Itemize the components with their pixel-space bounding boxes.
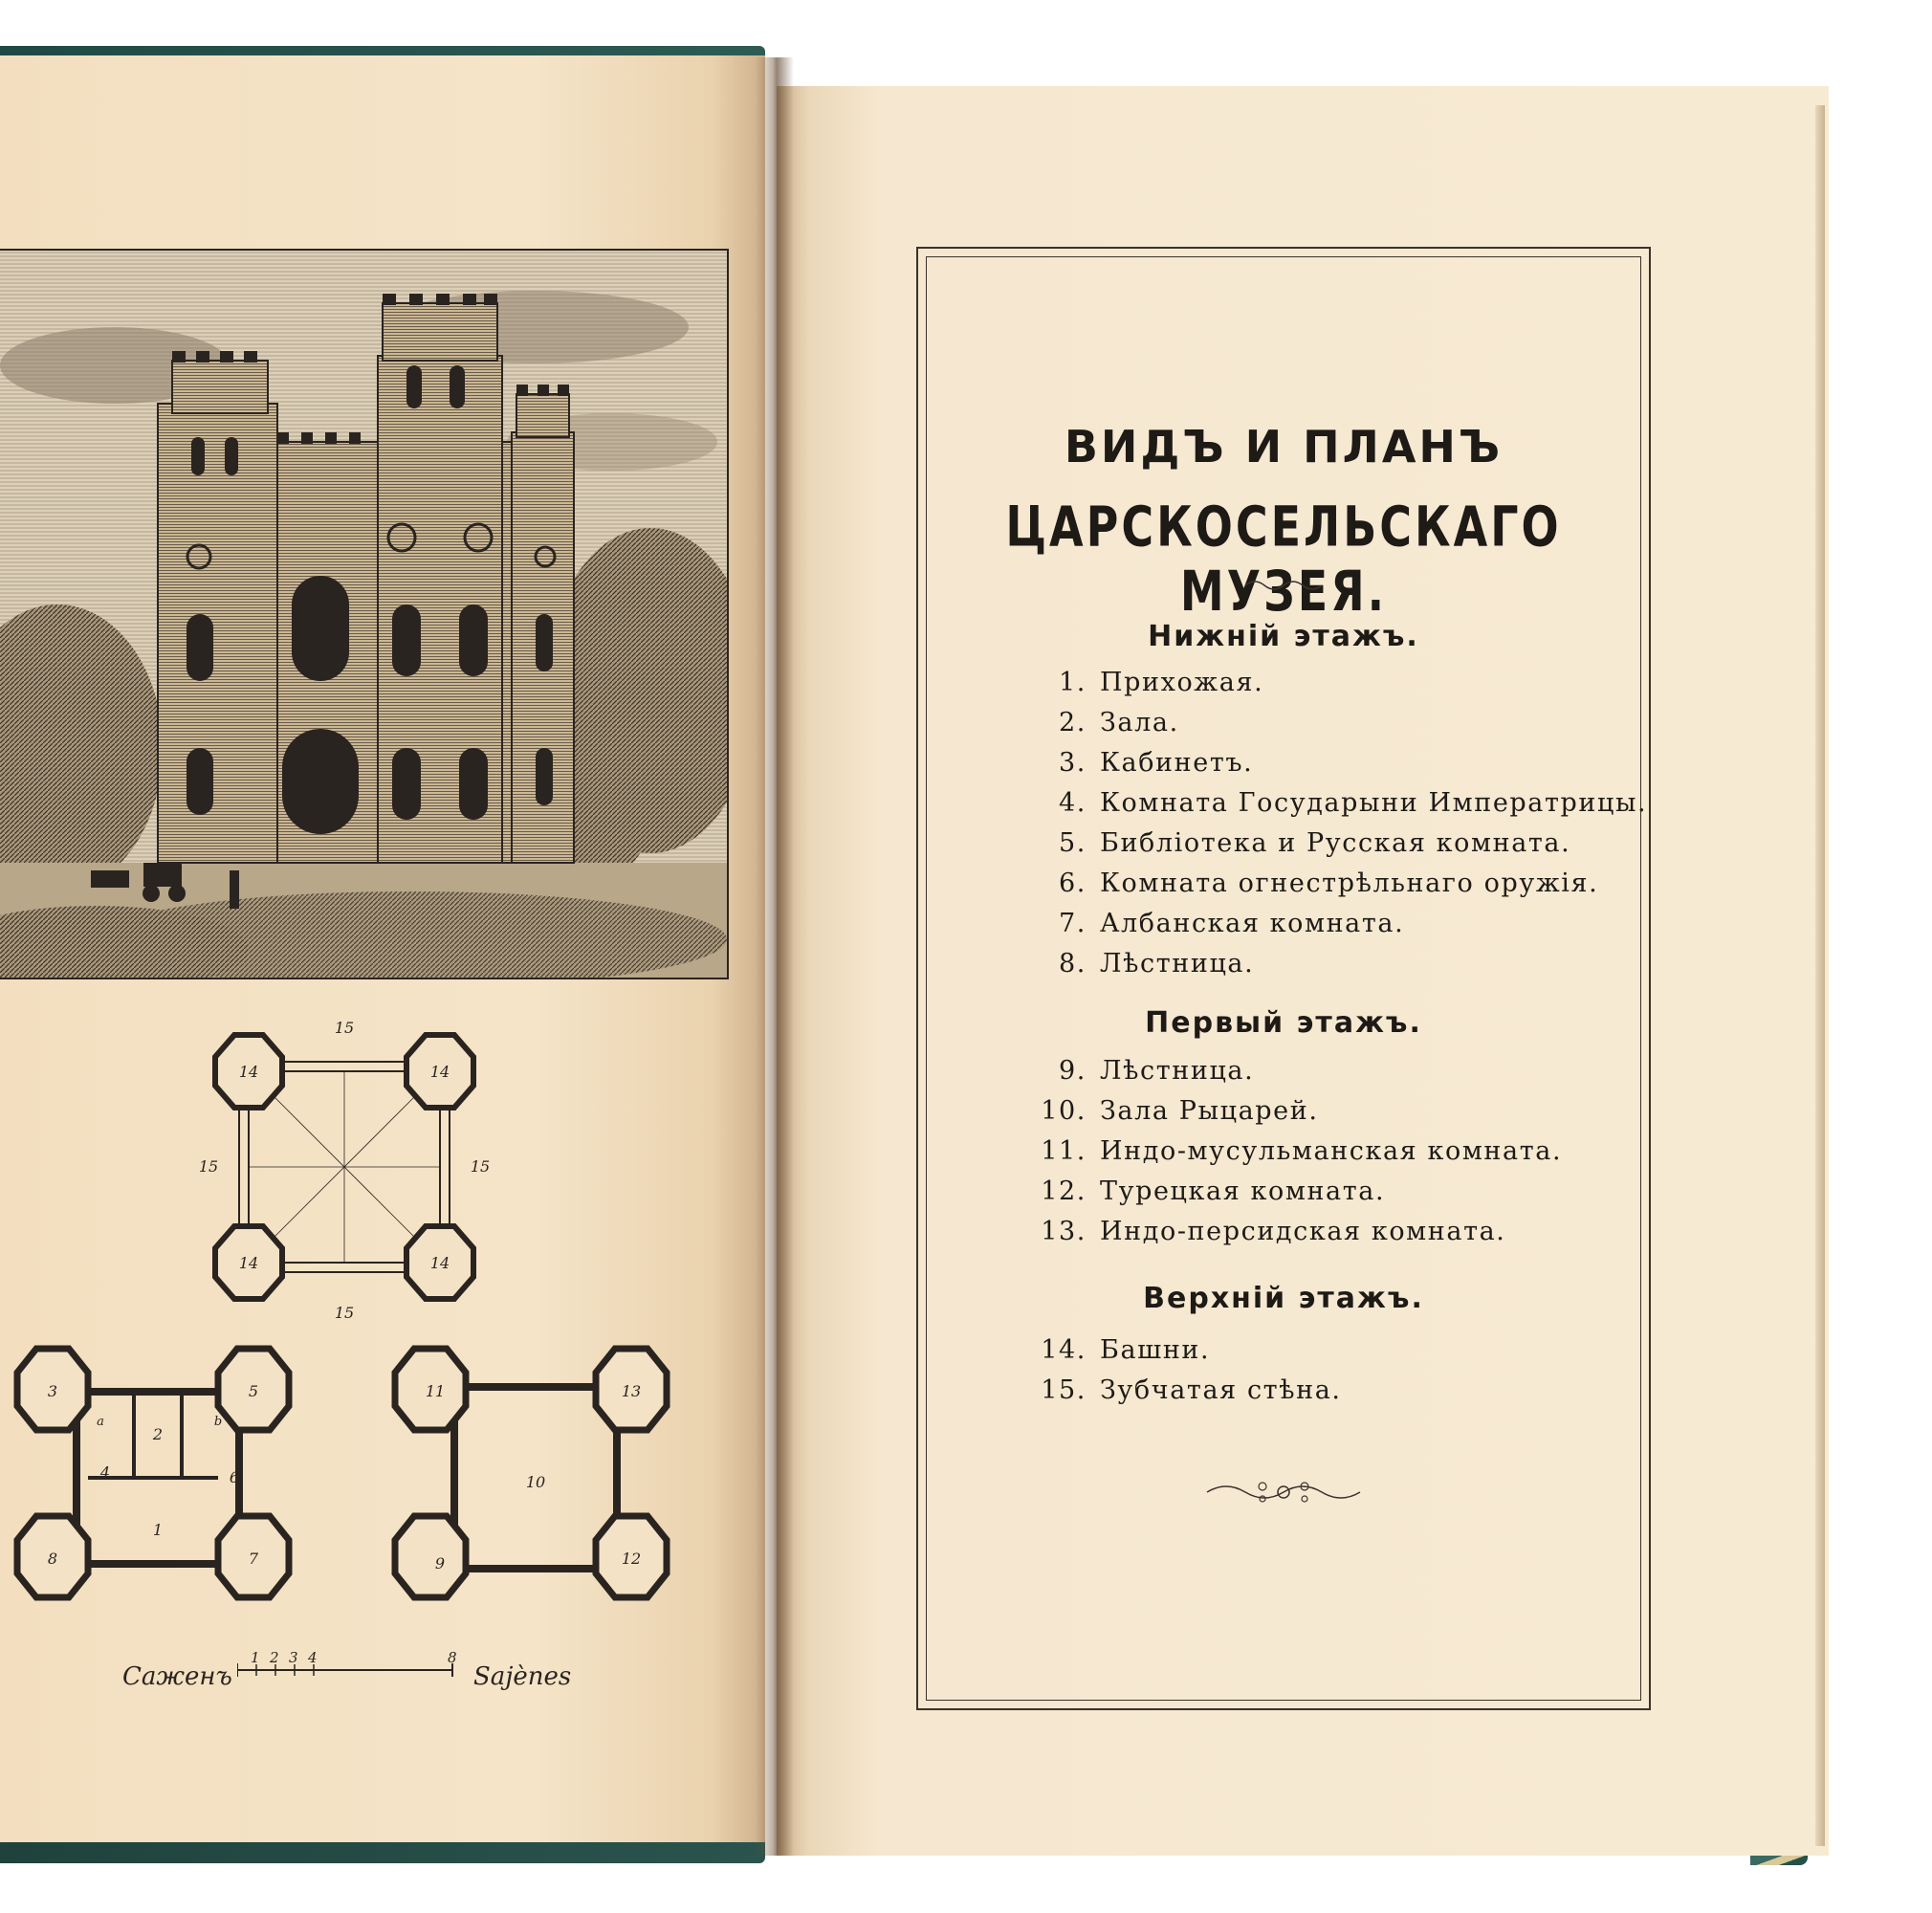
list-item: 7. Албанская комната. xyxy=(1059,909,1405,938)
ornament-flourish-icon xyxy=(926,1473,1641,1511)
plan-label: 8 xyxy=(47,1550,58,1568)
scale-label-ru: Саженъ xyxy=(122,1662,232,1691)
plan-label: 15 xyxy=(334,1019,355,1037)
plan-label: 15 xyxy=(470,1157,491,1176)
list-item: 15. Зубчатая стѣна. xyxy=(1041,1375,1342,1405)
list-item: 13. Индо-персидская комната. xyxy=(1041,1217,1506,1246)
list-item: 14. Башни. xyxy=(1041,1335,1211,1365)
plan-label: 7 xyxy=(248,1550,259,1568)
scale-number: 4 xyxy=(308,1649,318,1666)
section-heading-first: Первый этажъ. xyxy=(1145,1006,1422,1040)
plan-label: 2 xyxy=(152,1425,164,1443)
plan-label: 14 xyxy=(238,1063,259,1081)
plan-label: 1 xyxy=(152,1521,164,1539)
list-item: 8. Лѣстница. xyxy=(1059,949,1255,978)
plan-label: 9 xyxy=(434,1554,446,1572)
scale-label-fr: Sajènes xyxy=(473,1662,572,1691)
scale-number: 8 xyxy=(448,1649,457,1666)
list-item: 12. Турецкая комната. xyxy=(1041,1176,1386,1206)
scale-number: 3 xyxy=(289,1649,298,1666)
plan-label: 10 xyxy=(525,1473,546,1491)
museum-engraving-drawing xyxy=(0,251,727,978)
plan-label: 5 xyxy=(248,1382,259,1400)
plan-label: 14 xyxy=(429,1063,450,1081)
plan-label: 14 xyxy=(238,1254,259,1272)
plan-label: 15 xyxy=(334,1304,355,1320)
section-heading-upper: Верхній этажъ. xyxy=(1143,1282,1424,1315)
page-title-line1: ВИДЪ И ПЛАНЪ xyxy=(1064,421,1504,473)
book-gutter xyxy=(756,57,794,1856)
plan-label: 15 xyxy=(198,1157,219,1176)
page-edge xyxy=(1815,105,1825,1846)
plan-label: a xyxy=(97,1415,104,1429)
plan-label: 4 xyxy=(99,1463,111,1482)
ornament-divider-icon xyxy=(926,574,1641,597)
plan-label: 13 xyxy=(621,1382,642,1400)
plan-label: 11 xyxy=(425,1382,446,1400)
list-item: 3. Кабинетъ. xyxy=(1059,748,1254,778)
plan-label: 6 xyxy=(229,1468,240,1486)
plan-label: b xyxy=(213,1415,223,1429)
list-item: 4. Комната Государыни Императрицы. xyxy=(1059,788,1648,818)
page-title-line2: ЦАРСКОСЕЛЬСКАГО МУЗЕЯ. xyxy=(1005,494,1562,624)
list-item: 9. Лѣстница. xyxy=(1059,1056,1255,1086)
plan-label: 12 xyxy=(621,1550,642,1568)
museum-engraving xyxy=(0,249,729,979)
list-item: 11. Индо-мусульманская комната. xyxy=(1041,1136,1563,1166)
first-floor-plan xyxy=(387,1334,684,1621)
list-item: 2. Зала. xyxy=(1059,708,1179,737)
list-item: 6. Комната огнестрѣльнаго оружія. xyxy=(1059,869,1599,898)
ground-floor-plan xyxy=(10,1334,306,1621)
scale-number: 1 xyxy=(251,1649,260,1666)
section-heading-ground: Нижній этажъ. xyxy=(1148,620,1419,653)
list-item: 10. Зала Рыцарей. xyxy=(1041,1096,1319,1126)
upper-floor-plan xyxy=(191,1014,497,1320)
list-item: 1. Прихожая. xyxy=(1059,668,1264,697)
plan-label: 3 xyxy=(47,1382,58,1400)
list-item: 5. Библіотека и Русская комната. xyxy=(1059,828,1571,858)
plan-label: 14 xyxy=(429,1254,450,1272)
scale-number: 2 xyxy=(270,1649,279,1666)
